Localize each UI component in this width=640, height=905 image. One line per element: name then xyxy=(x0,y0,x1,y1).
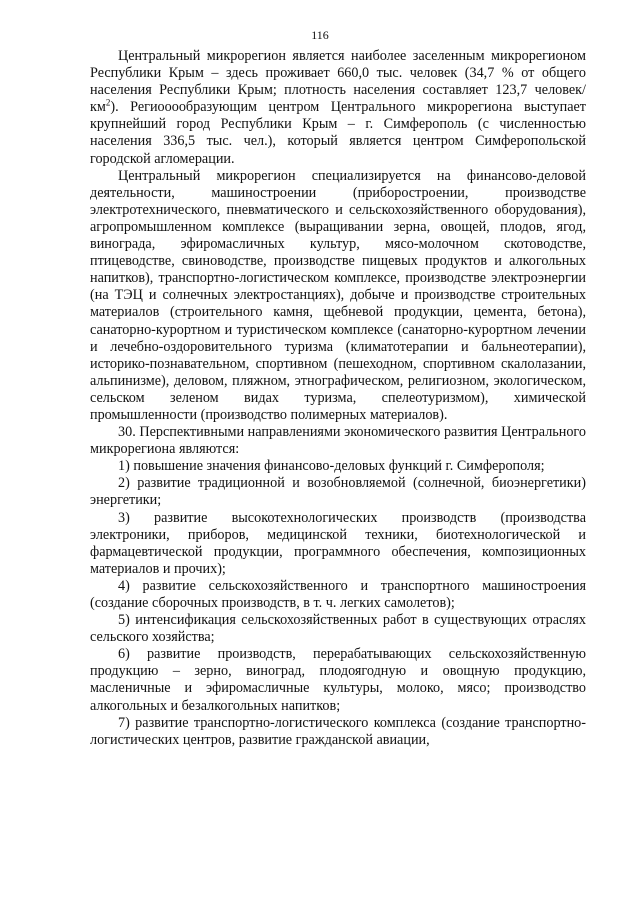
list-item: 5) интенсификация сельскохозяйственных работ в существующих отраслях сельского хозяйства; xyxy=(90,612,586,646)
page-number: 116 xyxy=(311,28,329,42)
list-item: 7) развитие транспортно-логистического комплекса (создание транспортно-логистических центров, развитие гражданской авиации, xyxy=(90,714,586,748)
list-item: 6) развитие производств, перерабатывающих сельскохозяйственную продукцию – зерно, виноград, плодоягодную и овощную продукцию, масленичные и эфиромасличные культуры, молоко, мясо; производство алкогольных и безалкогольных напитков; xyxy=(90,646,586,714)
paragraph-section-30: 30. Перспективными направлениями экономического развития Центрального микрорегиона являются: xyxy=(90,424,586,458)
superscript-2: 2 xyxy=(105,97,111,108)
list-item: 3) развитие высокотехнологических производств (производства электроники, приборов, медицинской техники, биотехнологической и фармацевтической продукции, программного обеспечения, композиционных материалов и прочих); xyxy=(90,509,586,577)
paragraph-population-text-b: ). Региооообразующим центром Центрального микрорегиона выступает крупнейший город Республики Крым – г. Симферополь (с численностью населения 336,5 тыс. чел.), который является центром Симферопольской городской агломерации. xyxy=(90,99,586,167)
paragraph-population xyxy=(90,48,586,168)
paragraph-population-text-a: Центральный микрорегион является наиболее заселенным микрорегионом Республики Крым – здесь проживает 660,0 тыс. человек (34,7 % от общего населения Республики Крым; плотность населения составляет 123,7 человек/км xyxy=(90,48,586,116)
list-item: 1) повышение значения финансово-деловых функций г. Симферополя; xyxy=(118,458,545,475)
list-item: 2) развитие традиционной и возобновляемой (солнечной, биоэнергетики) энергетики; xyxy=(90,475,586,509)
list-item: 4) развитие сельскохозяйственного и транспортного машиностроения (создание сборочных производств, в т. ч. легких самолетов); xyxy=(90,577,586,611)
paragraph-specialization: Центральный микрорегион специализируется на финансово-деловой деятельности, машиностроении (приборостроении, производстве электротехнического, пневматического и сельскохозяйственного оборудования), агропромышленном комплексе (выращивании зерна, овощей, плодов, ягод, винограда, эфиромасличных культур, мясо-молочном скотоводстве, птицеводстве, свиноводстве, производстве пищевых продуктов и алкогольных напитков), транспортно-логистическом комплексе, производстве электроэнергии (на ТЭЦ и солнечных электростанциях), добыче и производстве строительных материалов (строительного камня, щебневой продукции, цемента, бетона), санаторно-курортном и туристическом комплексе (санаторно-курортном лечении и лечебно-оздоровительного туризма (климатотерапии и бальнеотерапии), историко-познавательном, спортивном (пешеходном, спортивном скалолазании, альпинизме), деловом, пляжном, этнографическом, религиозном, экологическом, сельском зеленом видах туризма, спелеотуризмом), химической промышленности (производство полимерных материалов). xyxy=(90,167,586,423)
document-body xyxy=(90,48,586,749)
